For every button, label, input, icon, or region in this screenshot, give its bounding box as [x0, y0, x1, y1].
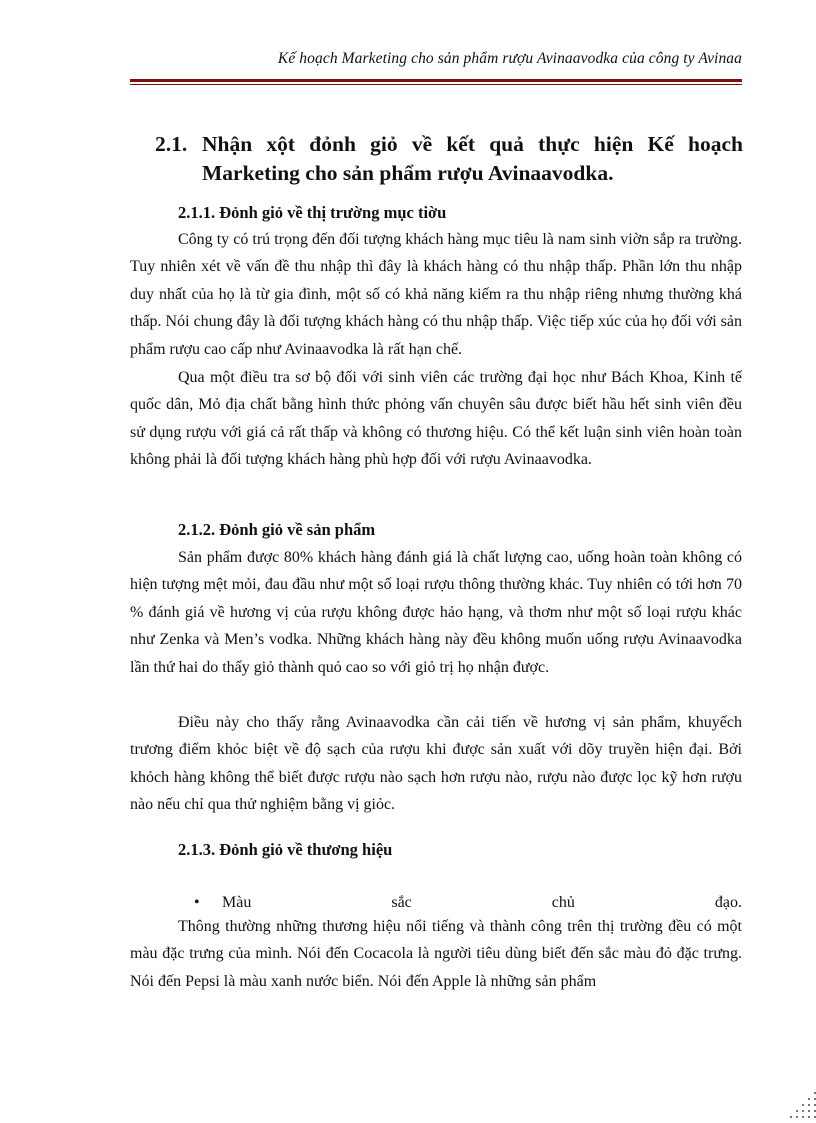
section-title-line-1: Nhận xột đỏnh giỏ về kết quả thực hiện Kế hoạch — [202, 132, 743, 156]
bullet-text: Màu sắc chủ đạo. — [222, 894, 742, 911]
subsection-title-target-market: 2.1.1. Đỏnh giỏ về thị trường mục tiờu — [178, 203, 447, 222]
corner-dots-icon — [783, 1090, 816, 1123]
paragraph-brand-1: Thông thường những thương hiệu nổi tiếng và thành công trên thị trường đều có một màu đặc trưng của mình. Nói đến Cocacola là người tiêu dùng biết đến sắc màu đỏ đặc trưng. Nói đến Pepsi là màu xanh nước biển. Nói đến Apple là những sản phẩm — [130, 918, 742, 990]
paragraph-product-1: Sản phẩm được 80% khách hàng đánh giá là chất lượng cao, uống hoàn toàn không có hiện tượng mệt mỏi, đau đầu như một số loại rượu thông thường khác. Tuy nhiên có tới hơn 70 % đánh giá về hương vị của rượu không được hảo hạng, và thơm như một số loại rượu khác như Zenka và Men’s vodka. Những khách hàng này đều không muốn uống rượu Avinaavodka lần thứ hai do thấy giỏ thành quỏ cao so với giỏ trị họ nhận được. — [130, 549, 742, 676]
header-rule-thick — [130, 79, 742, 82]
subsection-title-product: 2.1.2. Đỏnh giỏ về sản phẩm — [178, 520, 376, 539]
subsection-title-brand: 2.1.3. Đỏnh giỏ về thương hiệu — [178, 840, 393, 859]
running-header: Kế hoạch Marketing cho sản phẩm rượu Avinaavodka của công ty Avinaa — [277, 50, 742, 67]
section-title-line-2: Marketing cho sản phẩm rượu Avinaavodka. — [202, 161, 614, 185]
bullet-icon: • — [194, 894, 200, 911]
paragraph-target-market-1: Công ty có trú trọng đến đối tượng khách hàng mục tiêu là nam sinh viờn sắp ra trường. Tuy nhiên xét về vấn đề thu nhập thì đây là khách hàng có thu nhập thấp. Phần lớn thu nhập duy nhất của họ là từ gia đình, một số có khả năng kiếm ra thu nhập riêng nhưng thường khá thấp. Nói chung đây là đối tượng khách hàng có thu nhập thấp. Việc tiếp xúc của họ đối với sản phẩm rượu cao cấp như Avinaavodka là rất hạn chế. — [130, 231, 742, 358]
header-rule-thin — [130, 84, 742, 85]
paragraph-target-market-2: Qua một điều tra sơ bộ đối với sinh viên các trường đại học như Bách Khoa, Kinh tế quốc dân, Mỏ địa chất bằng hình thức phỏng vấn chuyên sâu được biết hầu hết sinh viên đều sử dụng rượu với giá cả rất thấp và không có thương hiệu. Có thể kết luận sinh viên hoàn toàn không phải là đối tượng khách hàng phù hợp đối với rượu Avinaavodka. — [130, 369, 742, 469]
paragraph-product-2: Điều này cho thấy rằng Avinaavodka cần cải tiến về hương vị sản phẩm, khuyếch trương điểm khỏc biệt về độ sạch của rượu khi được sản xuất với dõy truyền hiện đại. Bởi khỏch hàng không thể biết được rượu nào sạch hơn rượu nào, rượu nào được lọc kỹ hơn rượu nào nếu chỉ qua thử nghiệm bằng vị giỏc. — [130, 714, 742, 814]
section-number: 2.1. — [155, 132, 188, 156]
